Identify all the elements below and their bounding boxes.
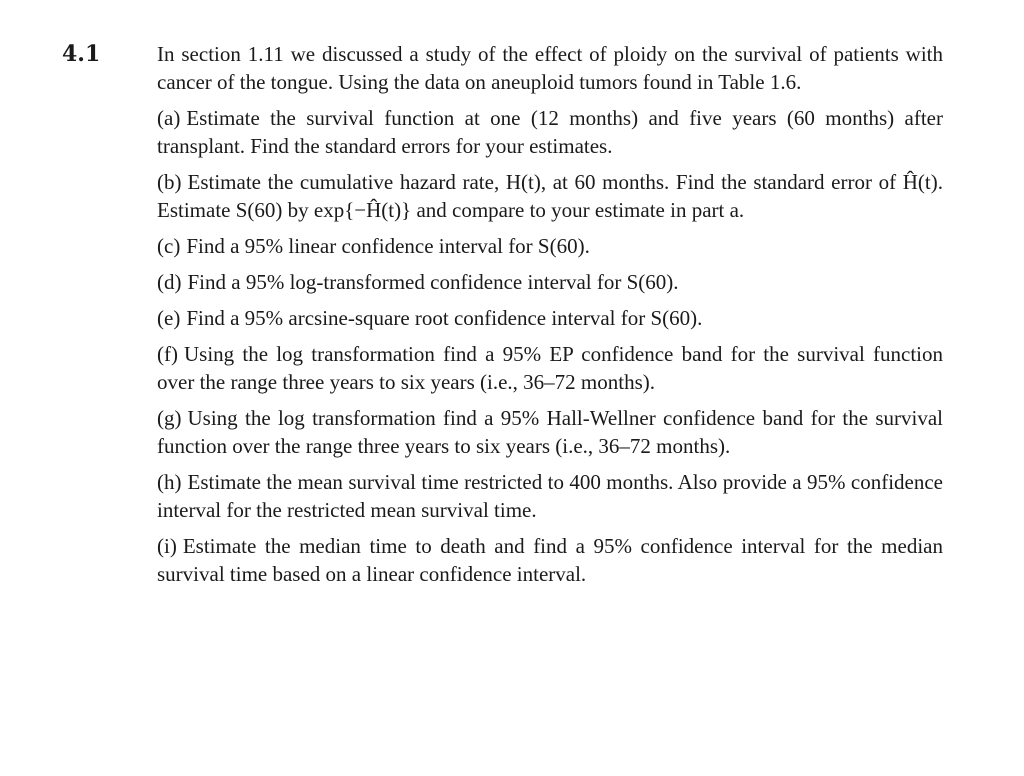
- part-b: [157, 168, 943, 224]
- part-e: [157, 304, 943, 332]
- part-e-text: Find a 95% arcsine-square root confidence interval for S(60).: [186, 306, 703, 330]
- part-b-text: Estimate the cumulative hazard rate, H(t), at 60 months. Find the standard error of Ĥ(t). Estimate S(60) by exp{−Ĥ(t)} and compare to your estimate in part a.: [157, 170, 943, 222]
- part-d-label: (d): [157, 270, 182, 294]
- problem-body: [157, 40, 943, 596]
- part-c-text: Find a 95% linear confidence interval for S(60).: [186, 234, 590, 258]
- part-a-text: Estimate the survival function at one (12 months) and five years (60 months) after transplant. Find the standard errors for your estimates.: [157, 106, 943, 158]
- part-i-text: Estimate the median time to death and find a 95% confidence interval for the median survival time based on a linear confidence interval.: [157, 534, 943, 586]
- part-g: [157, 404, 943, 460]
- part-h-label: (h): [157, 470, 182, 494]
- problem-intro: In section 1.11 we discussed a study of the effect of ploidy on the survival of patients with cancer of the tongue. Using the data on aneuploid tumors found in Table 1.6.: [157, 42, 943, 94]
- part-a-label: (a): [157, 106, 181, 130]
- part-a: [157, 104, 943, 160]
- part-d-text: Find a 95% log-transformed confidence interval for S(60).: [187, 270, 679, 294]
- part-c-label: (c): [157, 234, 181, 258]
- part-f-text: Using the log transformation find a 95% EP confidence band for the survival function over the range three years to six years (i.e., 36–72 months).: [157, 342, 943, 394]
- part-g-label: (g): [157, 406, 182, 430]
- part-h: [157, 468, 943, 524]
- part-f-label: (f): [157, 342, 178, 366]
- part-h-text: Estimate the mean survival time restricted to 400 months. Also provide a 95% confidence interval for the restricted mean survival time.: [157, 470, 943, 522]
- part-f: [157, 340, 943, 396]
- part-g-text: Using the log transformation find a 95% Hall-Wellner confidence band for the survival function over the range three years to six years (i.e., 36–72 months).: [157, 406, 943, 458]
- problem-number: 4.1: [62, 41, 101, 67]
- part-d: [157, 268, 943, 296]
- part-c: [157, 232, 943, 260]
- part-b-label: (b): [157, 170, 182, 194]
- part-i: [157, 532, 943, 588]
- part-e-label: (e): [157, 306, 181, 330]
- part-i-label: (i): [157, 534, 177, 558]
